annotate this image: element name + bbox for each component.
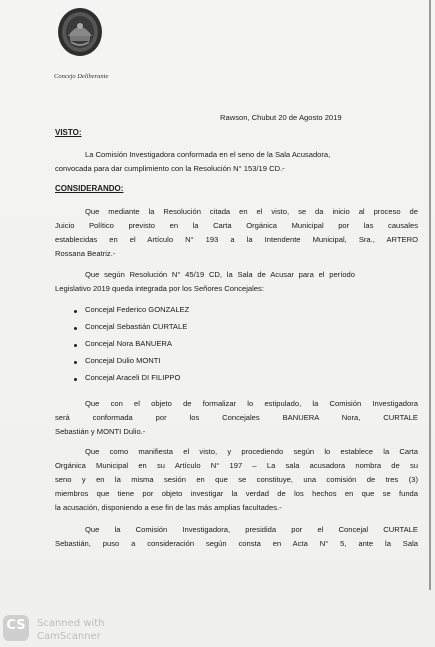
list-item: Concejal Sebastián CURTALE — [85, 322, 188, 331]
watermark-line: Scanned with — [37, 618, 105, 629]
visto-heading: VISTO: — [55, 128, 82, 137]
paragraph-line: seno y en la misma sesión en que se constituye, una comisión de tres (3) — [55, 475, 418, 484]
paragraph-line: Que la Comisión Investigadora, presidida por el Concejal CURTALE — [85, 525, 418, 534]
list-bullet — [74, 378, 77, 381]
paragraph-line: será conformada por los Concejales BANUERA Nora, CURTALE — [55, 413, 418, 422]
list-item: Concejal Dulio MONTI — [85, 356, 161, 365]
page-edge-shadow — [429, 0, 431, 590]
paragraph-line: miembros que tiene por objeto investigar la verdad de los hechos en que se funda — [55, 489, 418, 498]
considerando-heading: CONSIDERANDO: — [55, 184, 124, 193]
list-bullet — [74, 310, 77, 313]
paragraph-line: Sebastián y MONTI Dulio.- — [55, 427, 146, 436]
paragraph-line: Que con el objeto de formalizar lo estipulado, la Comisión Investigadora — [85, 399, 418, 408]
paragraph-line: Que mediante la Resolución citada en el visto, se da inicio al proceso de — [85, 207, 418, 216]
paragraph-line: Que como manifiesta el visto, y procediendo según lo establece la Carta — [85, 447, 418, 456]
paragraph-line: Orgánica Municipal en su Artículo N° 197 – La sala acusadora nombra de su — [55, 461, 418, 470]
list-bullet — [74, 361, 77, 364]
list-item: Concejal Federico GONZALEZ — [85, 305, 190, 314]
concejo-seal-logo — [55, 6, 105, 66]
date-line: Rawson, Chubut 20 de Agosto 2019 — [220, 113, 342, 122]
paragraph-line: Legislativo 2019 queda integrada por los Señores Concejales: — [55, 284, 264, 293]
paragraph-line: establecidas en el Artículo N° 193 a la Intendente Municipal, Sra., ARTERO — [55, 235, 418, 244]
paragraph-line: Rossana Beatriz.- — [55, 249, 116, 258]
paragraph-line: la acusación, disponiendo a ese fin de las más amplias facultades.- — [55, 503, 282, 512]
list-bullet — [74, 327, 77, 330]
paragraph-line: Sebastián, puso a consideración según consta en Acta N° 5, ante la Sala — [55, 539, 418, 548]
watermark-line: CamScanner — [37, 631, 101, 642]
list-item: Concejal Araceli DI FILIPPO — [85, 373, 181, 382]
list-bullet — [74, 344, 77, 347]
list-item: Concejal Nora BANUERA — [85, 339, 172, 348]
camscanner-badge-text: CS — [6, 618, 26, 633]
seal-caption: Concejo Deliberante — [54, 73, 109, 80]
visto-line: La Comisión Investigadora conformada en el seno de la Sala Acusadora, — [85, 150, 331, 159]
visto-line: convocada para dar cumplimiento con la Resolución N° 153/19 CD.- — [55, 164, 285, 173]
camscanner-logo-icon — [3, 615, 29, 641]
paragraph-line: Juicio Político previsto en la Carta Orgánica Municipal por las causales — [55, 221, 418, 230]
paragraph-line: Que según Resolución N° 45/19 CD, la Sala de Acusar para el período — [85, 270, 355, 279]
